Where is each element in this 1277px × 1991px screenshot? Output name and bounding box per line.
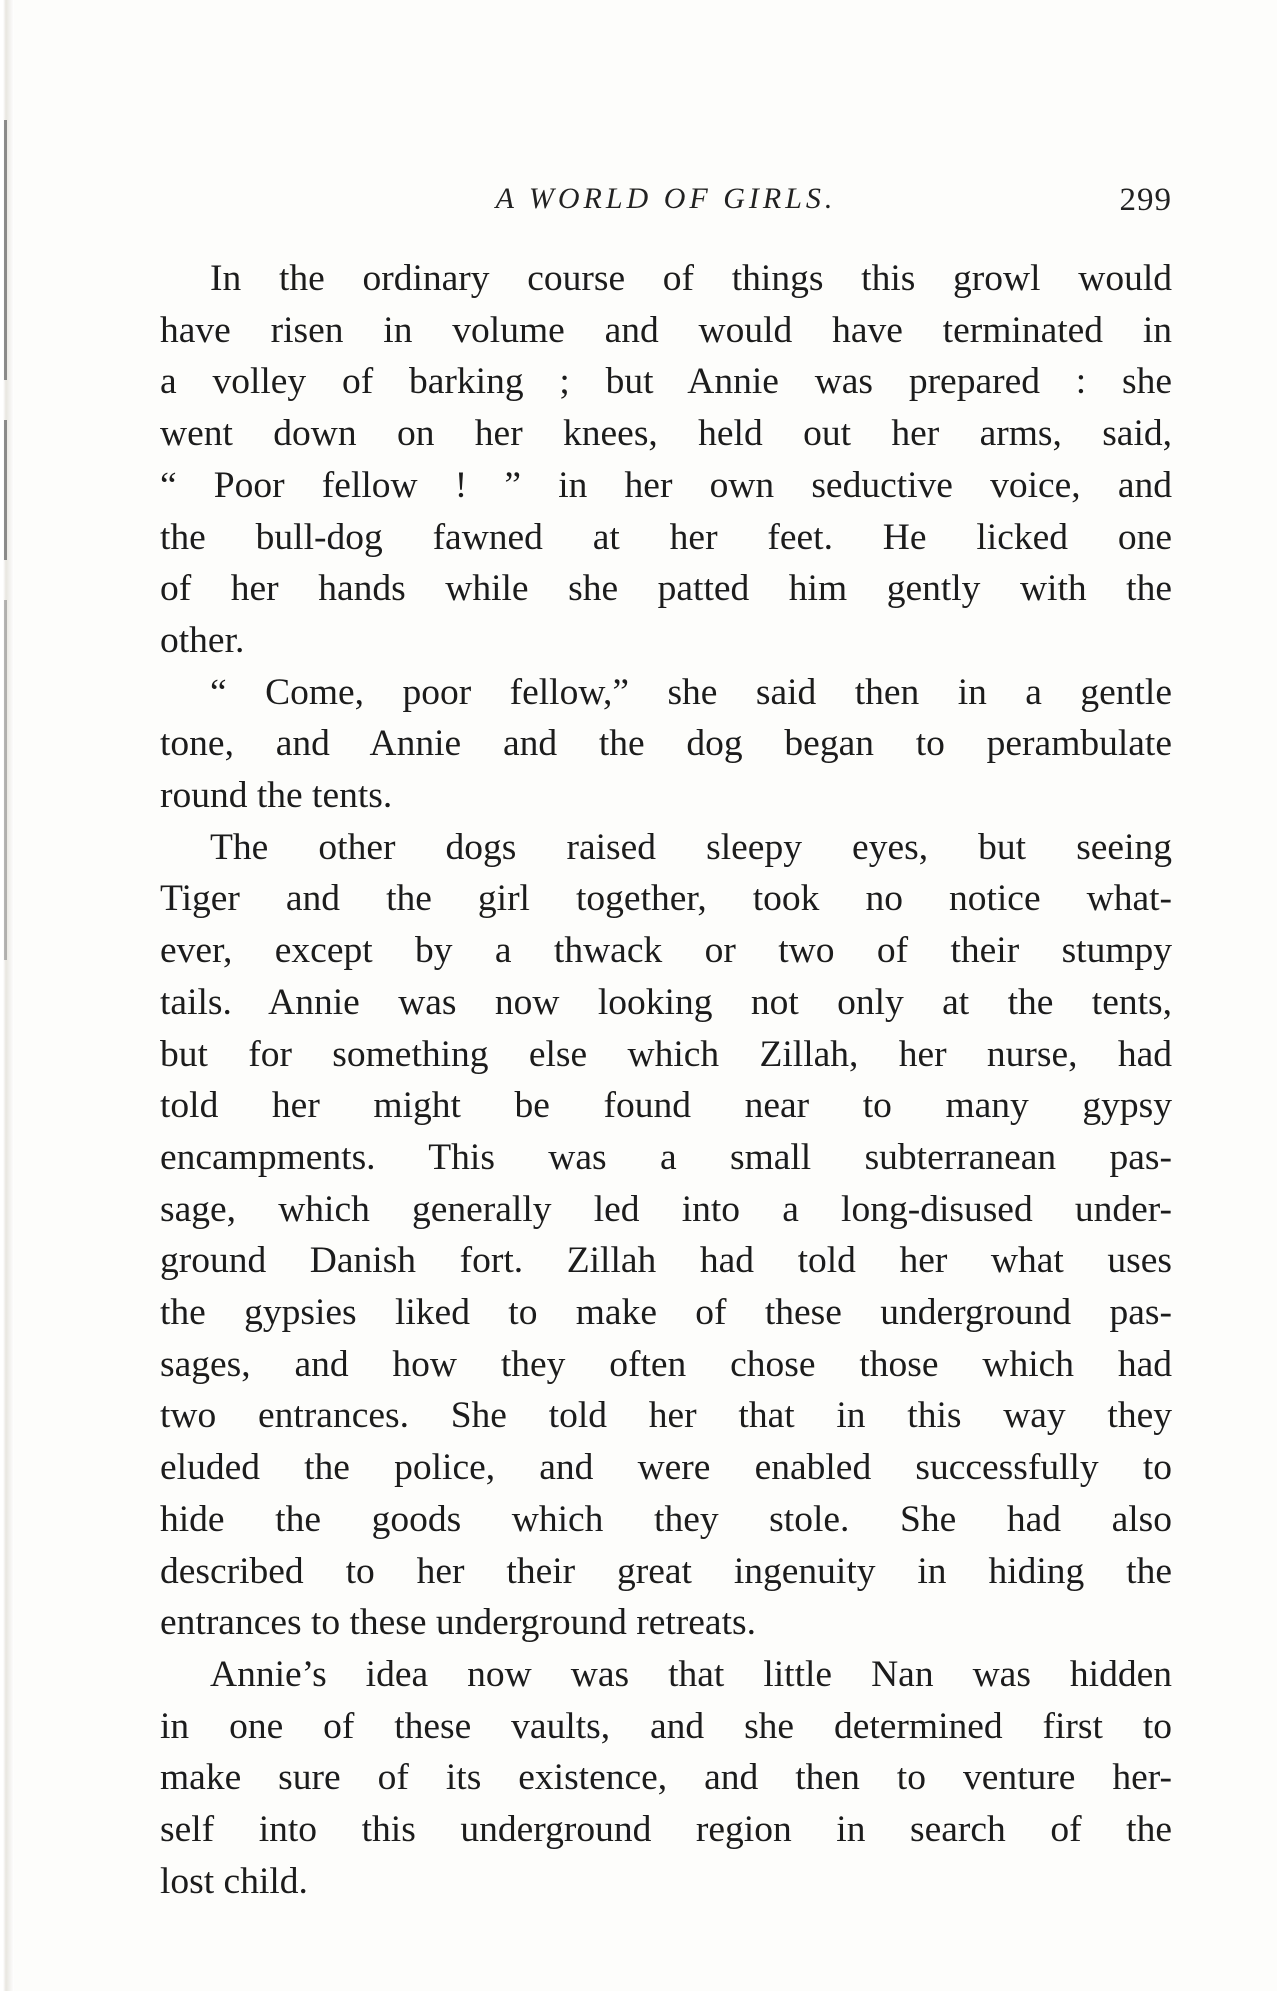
binding-mark: [4, 120, 7, 380]
text-line: a volley of barking ; but Annie was prepared : she: [160, 361, 1172, 403]
text-line: eluded the police, and were enabled successfully to: [160, 1447, 1172, 1489]
text-line: two entrances. She told her that in this way they: [160, 1395, 1172, 1437]
text-line: sage, which generally led into a long-disused under-: [160, 1188, 1172, 1230]
text-line: described to her their great ingenuity in hiding the: [160, 1550, 1172, 1592]
text-line: but for something else which Zillah, her nurse, had: [160, 1033, 1172, 1075]
running-head: [160, 182, 1172, 228]
paragraph: [160, 1649, 1172, 1908]
text-line: “ Come, poor fellow,” she said then in a gentle: [210, 671, 1172, 713]
paragraph: [160, 253, 1172, 667]
text-line: went down on her knees, held out her arms, said,: [160, 413, 1172, 455]
text-line: make sure of its existence, and then to venture her-: [160, 1757, 1172, 1799]
text-line: The other dogs raised sleepy eyes, but seeing: [210, 826, 1172, 868]
text-line: tone, and Annie and the dog began to perambulate: [160, 723, 1172, 765]
paragraph: [160, 822, 1172, 1649]
text-line: entrances to these underground retreats.: [160, 1602, 756, 1644]
text-line: ground Danish fort. Zillah had told her what uses: [160, 1240, 1172, 1282]
text-line: have risen in volume and would have terminated in: [160, 309, 1172, 351]
text-line: of her hands while she patted him gently with the: [160, 568, 1172, 610]
text-line: in one of these vaults, and she determined first to: [160, 1705, 1172, 1747]
text-line: Tiger and the girl together, took no notice what-: [160, 878, 1172, 920]
running-title: A WORLD OF GIRLS.: [495, 182, 837, 215]
text-line: self into this underground region in search of the: [160, 1809, 1172, 1851]
binding-edge: [0, 0, 14, 1991]
text-line: other.: [160, 619, 245, 661]
text-line: ever, except by a thwack or two of their stumpy: [160, 930, 1172, 972]
text-line: the gypsies liked to make of these underground pas-: [160, 1292, 1172, 1334]
body-text: [160, 253, 1172, 1908]
binding-mark: [4, 600, 7, 960]
text-line: round the tents.: [160, 775, 393, 817]
paragraph: [160, 667, 1172, 822]
text-line: hide the goods which they stole. She had also: [160, 1498, 1172, 1540]
page-number: 299: [1119, 182, 1172, 218]
text-line: encampments. This was a small subterranean pas-: [160, 1136, 1172, 1178]
text-line: In the ordinary course of things this growl would: [210, 258, 1172, 299]
text-line: tails. Annie was now looking not only at the tents,: [160, 981, 1172, 1023]
text-line: Annie’s idea now was that little Nan was hidden: [210, 1653, 1172, 1695]
text-line: lost child.: [160, 1860, 308, 1902]
text-line: sages, and how they often chose those which had: [160, 1343, 1172, 1385]
text-line: “ Poor fellow ! ” in her own seductive voice, and: [160, 464, 1172, 506]
text-line: told her might be found near to many gypsy: [160, 1085, 1172, 1127]
binding-mark: [4, 420, 7, 560]
text-line: the bull-dog fawned at her feet. He licked one: [160, 516, 1172, 558]
